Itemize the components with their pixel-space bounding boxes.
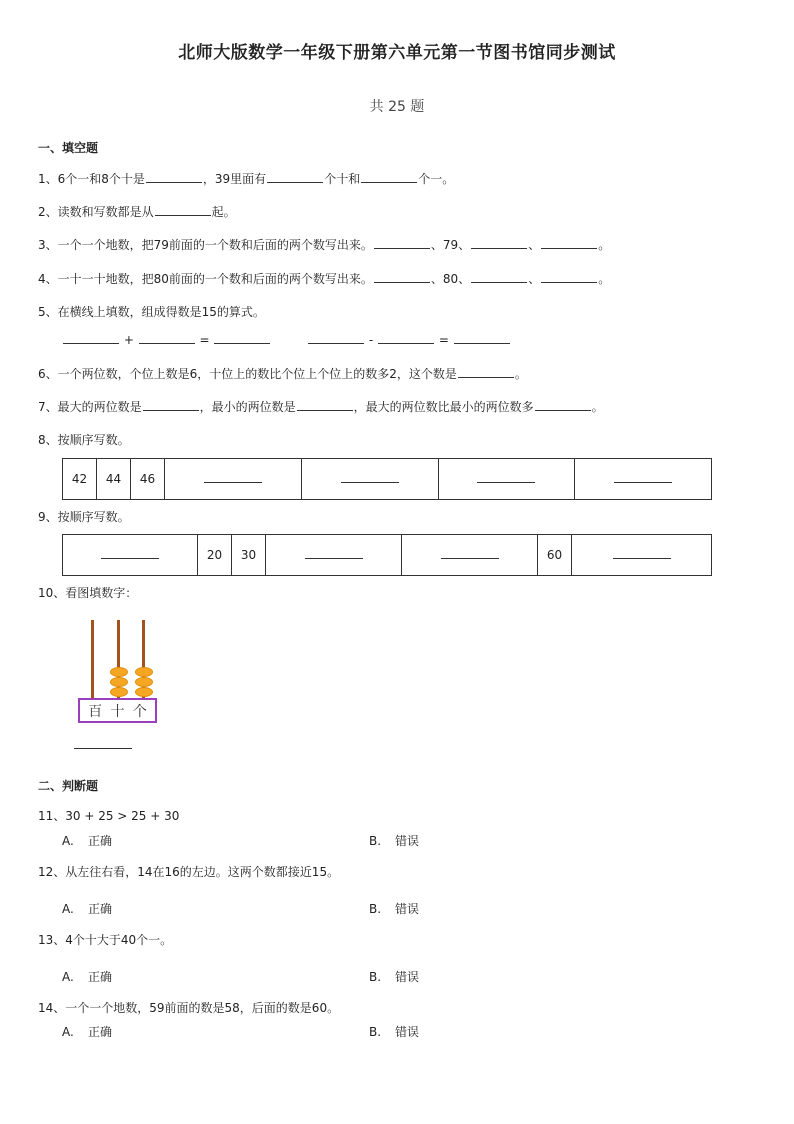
option-a[interactable]: A. 正确 — [62, 834, 113, 848]
answer-blank[interactable] — [471, 238, 527, 249]
rod-hundreds — [91, 620, 94, 698]
question-5-equations: + = - = — [62, 333, 511, 347]
sequence-cell: 20 — [198, 535, 232, 576]
question-5: 5、在横线上填数，组成得数是15的算式。 — [38, 305, 265, 319]
answer-blank[interactable] — [308, 333, 364, 344]
answer-blank[interactable] — [361, 172, 417, 183]
answer-blank[interactable] — [297, 400, 353, 411]
answer-blank[interactable] — [155, 205, 211, 216]
section-true-false: 二、判断题 — [38, 779, 99, 793]
label-tens: 十 — [110, 703, 125, 720]
option-a[interactable]: A. 正确 — [62, 970, 113, 984]
section-fill-in: 一、填空题 — [38, 141, 99, 155]
sequence-cell: 42 — [63, 459, 97, 500]
sequence-cell: 46 — [131, 459, 165, 500]
sequence-table-8 — [62, 458, 712, 500]
abacus-diagram — [78, 620, 158, 726]
question-8: 8、按顺序写数。 — [38, 433, 130, 447]
sequence-cell: 30 — [232, 535, 266, 576]
answer-blank[interactable] — [146, 172, 202, 183]
option-b[interactable]: B. 错误 — [369, 1025, 420, 1039]
answer-blank[interactable] — [535, 400, 591, 411]
answer-blank[interactable] — [541, 272, 597, 283]
answer-blank[interactable] — [378, 333, 434, 344]
question-7: 7、最大的两位数是 ，最小的两位数是 ，最大的两位数比最小的两位数多 。 — [38, 400, 604, 414]
sequence-cell: 44 — [97, 459, 131, 500]
question-4: 4、一十一十地数，把80前面的一个数和后面的两个数写出来。 、80、 、 。 — [38, 272, 611, 286]
abacus-place-labels — [78, 698, 157, 723]
sequence-answer-cell[interactable] — [266, 535, 402, 576]
answer-blank[interactable] — [63, 333, 119, 344]
answer-blank[interactable] — [267, 172, 323, 183]
sequence-answer-cell[interactable] — [402, 535, 538, 576]
question-1: 1、6个一和8个十是 ，39里面有 个十和 个一。 — [38, 172, 455, 186]
answer-blank[interactable] — [214, 333, 270, 344]
page-title: 北师大版数学一年级下册第六单元第一节图书馆同步测试 — [178, 43, 616, 63]
option-a[interactable]: A. 正确 — [62, 1025, 113, 1039]
question-9: 9、按顺序写数。 — [38, 510, 130, 524]
question-3: 3、一个一个地数，把79前面的一个数和后面的两个数写出来。 、79、 、 。 — [38, 238, 611, 252]
sequence-answer-cell[interactable] — [301, 459, 438, 500]
answer-blank[interactable] — [74, 748, 132, 749]
abacus-bead — [110, 667, 128, 677]
abacus-bead — [135, 677, 153, 687]
option-b[interactable]: B. 错误 — [369, 902, 420, 916]
answer-blank[interactable] — [454, 333, 510, 344]
answer-blank[interactable] — [139, 333, 195, 344]
label-ones: 个 — [132, 703, 147, 720]
sequence-answer-cell[interactable] — [572, 535, 712, 576]
abacus-bead — [135, 667, 153, 677]
question-count: 共 25 题 — [369, 99, 425, 115]
answer-blank[interactable] — [471, 272, 527, 283]
question-12: 12、从左往右看，14在16的左边。这两个数都接近15。 — [38, 865, 340, 879]
answer-blank[interactable] — [458, 367, 514, 378]
sequence-answer-cell[interactable] — [63, 535, 198, 576]
sequence-answer-cell[interactable] — [575, 459, 712, 500]
question-14: 14、一个一个地数，59前面的数是58，后面的数是60。 — [38, 1001, 340, 1015]
answer-blank[interactable] — [374, 238, 430, 249]
abacus-bead — [110, 687, 128, 697]
question-11: 11、30 + 25 > 25 + 30 — [38, 809, 180, 823]
question-6: 6、一个两位数，个位上数是6，十位上的数比个位上个位上的数多2，这个数是 。 — [38, 367, 527, 381]
sequence-answer-cell[interactable] — [438, 459, 575, 500]
label-hundreds: 百 — [88, 703, 103, 720]
sequence-answer-cell[interactable] — [165, 459, 302, 500]
abacus-bead — [135, 687, 153, 697]
question-10: 10、看图填数字： — [38, 586, 138, 600]
option-a[interactable]: A. 正确 — [62, 902, 113, 916]
question-2: 2、读数和写数都是从 起。 — [38, 205, 236, 219]
answer-blank[interactable] — [143, 400, 199, 411]
sequence-cell: 60 — [538, 535, 572, 576]
sequence-table-9 — [62, 534, 712, 576]
option-b[interactable]: B. 错误 — [369, 834, 420, 848]
abacus-bead — [110, 677, 128, 687]
option-b[interactable]: B. 错误 — [369, 970, 420, 984]
answer-blank[interactable] — [374, 272, 430, 283]
answer-blank[interactable] — [541, 238, 597, 249]
question-13: 13、4个十大于40个一。 — [38, 933, 173, 947]
